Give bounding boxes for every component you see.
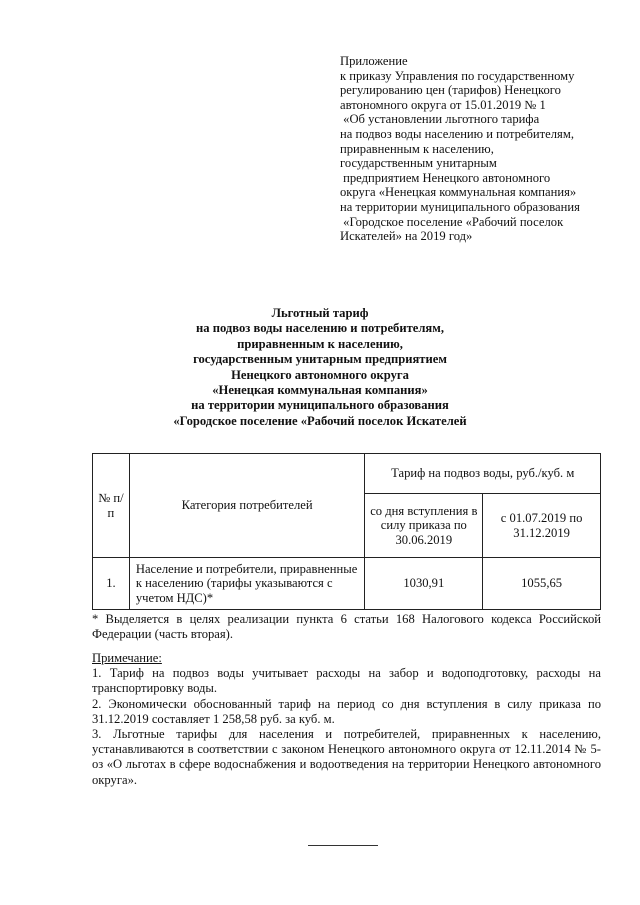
row-num: 1. (93, 558, 130, 610)
appendix-line: государственным унитарным (340, 156, 497, 171)
appendix-line: приравненным к населению, (340, 141, 494, 156)
row-category: Население и потребители, приравненные к населению (тарифы указываются с учетом НДС)* (129, 558, 365, 610)
appendix-line: автономного округа от 15.01.2019 № 1 (340, 97, 546, 112)
note-item: 3. Льготные тарифы для населения и потребителей, приравненных к населению, устанавливаются в соответствии с законом Ненецкого автономного округа от 12.11.2014 № 5-оз «О льготах в сфере водоснабжения и водоотведения на территории Ненецкого автономного округа». (92, 727, 601, 787)
appendix-line: к приказу Управления по государственному (340, 68, 575, 83)
appendix-line: регулированию цен (тарифов) Ненецкого (340, 83, 561, 98)
appendix-line: Приложение (340, 54, 408, 68)
header-tariff: Тариф на подвоз воды, руб./куб. м (365, 454, 601, 494)
appendix-line: на территории муниципального образования (340, 199, 580, 214)
title-line: на подвоз воды населению и потребителям, (196, 321, 444, 336)
footnote: * Выделяется в целях реализации пункта 6 статьи 168 Налогового кодекса Российской Федерации (часть вторая). (92, 612, 601, 641)
header-period-2: с 01.07.2019 по 31.12.2019 (483, 494, 601, 558)
appendix-line: предприятием Ненецкого автономного (340, 170, 551, 185)
header-period-1: со дня вступления в силу приказа по 30.06.2019 (365, 494, 483, 558)
title-line: Льготный тариф (271, 306, 369, 320)
note-item: 2. Экономически обоснованный тариф на период со дня вступления в силу приказа по 31.12.2019 составляет 1 258,58 руб. за куб. м. (92, 696, 601, 726)
document-title (60, 306, 580, 429)
table-row (93, 558, 601, 610)
bottom-separator (308, 845, 378, 846)
row-value-1: 1030,91 (365, 558, 483, 610)
header-category: Категория потребителей (129, 454, 365, 558)
title-line: государственным унитарным предприятием (193, 352, 447, 367)
appendix-line: «Городское поселение «Рабочий поселок (340, 214, 564, 229)
appendix-line: Искателей» на 2019 год» (340, 229, 473, 244)
row-value-2: 1055,65 (483, 558, 601, 610)
tariff-table (92, 453, 601, 610)
title-line: приравненным к населению, (237, 336, 403, 351)
note-title: Примечание: (92, 651, 162, 665)
title-line: «Городское поселение «Рабочий поселок Искателей (173, 413, 467, 428)
note-item: 1. Тариф на подвоз воды учитывает расходы на забор и водоподготовку, расходы на транспортировку воды. (92, 666, 601, 696)
appendix-line: на подвоз воды населению и потребителям, (340, 126, 574, 141)
appendix-block (340, 54, 620, 244)
title-line: «Ненецкая коммунальная компания» (212, 383, 428, 398)
header-num: № п/п (93, 454, 130, 558)
note-block (92, 651, 601, 788)
title-line: Ненецкого автономного округа (231, 367, 409, 382)
appendix-line: «Об установлении льготного тарифа (340, 112, 540, 127)
title-line: на территории муниципального образования (191, 398, 449, 413)
appendix-line: округа «Ненецкая коммунальная компания» (340, 185, 577, 200)
